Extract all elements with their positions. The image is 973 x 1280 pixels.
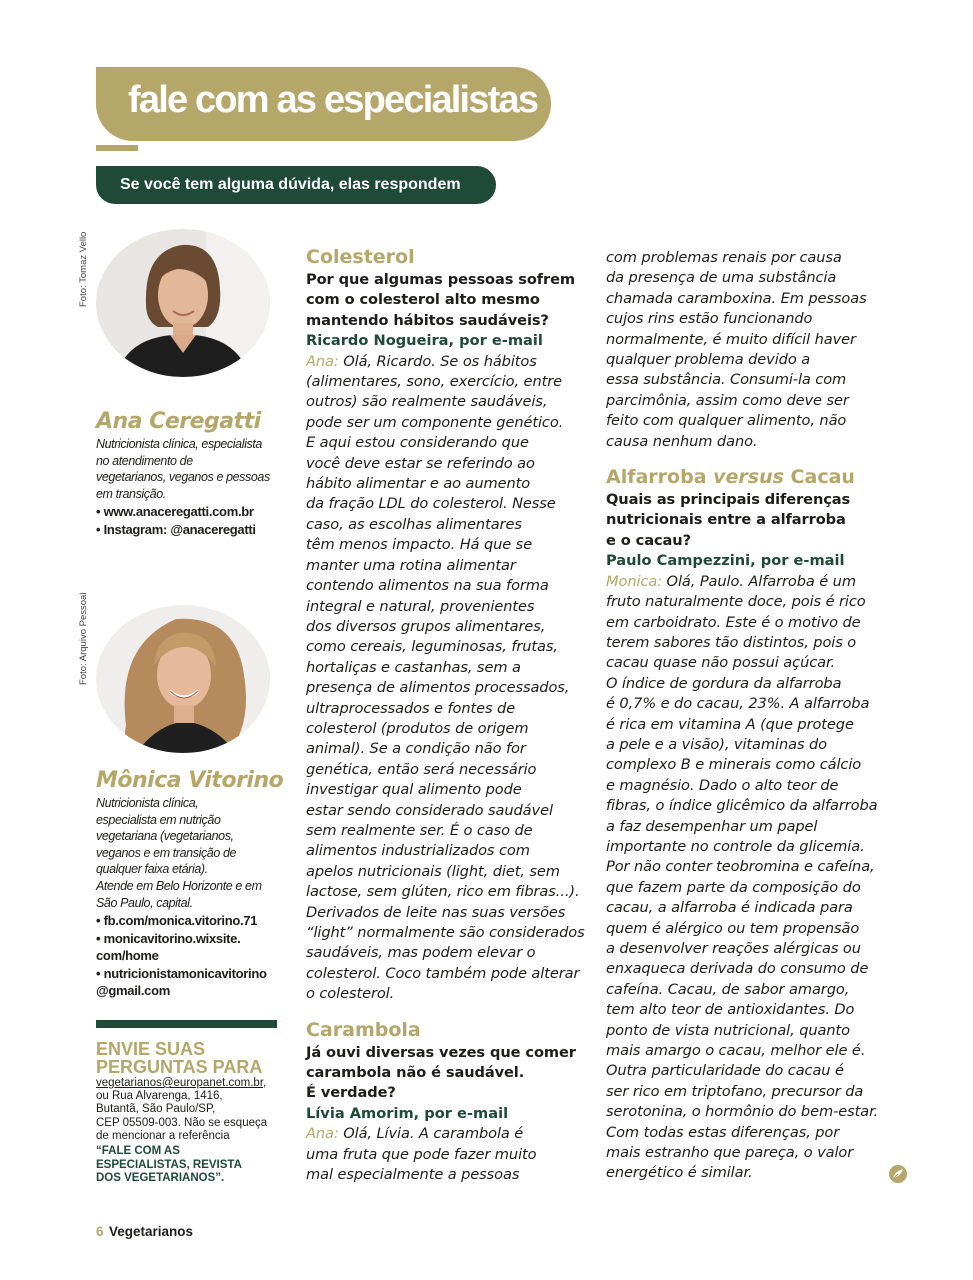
- photo-credit-ana: Foto: Tomaz Vello: [78, 231, 89, 307]
- answer-line: a faz desempenhar um papel: [606, 817, 818, 835]
- answer-line: como cereais, leguminosas, frutas,: [306, 638, 558, 656]
- answer-line: (alimentares, sono, exercício, entre: [306, 373, 562, 391]
- answer-line: E aqui estou considerando que: [306, 434, 529, 452]
- answer-line: sem realmente ser. É o caso de: [306, 821, 533, 839]
- responder-label: Ana:: [306, 1125, 339, 1143]
- bio-line: Nutricionista clínica,: [96, 796, 199, 810]
- answer-line: é rica em vitamina A (que protege: [606, 715, 854, 733]
- section-gap: [306, 1005, 586, 1017]
- page-subtitle: Se você tem alguma dúvida, elas respondem: [120, 176, 461, 193]
- send-questions-reference: [96, 1145, 282, 1186]
- answer-line: apelos nutricionais (light, diet, sem: [306, 862, 560, 880]
- question-line: com o colesterol alto mesmo: [306, 291, 540, 309]
- title-line: ENVIE SUAS: [96, 1039, 206, 1059]
- header-accent-bar: [96, 145, 138, 151]
- leaf-check-icon: [889, 1165, 907, 1183]
- answer-line: colesterol. Coco também pode alterar: [306, 964, 580, 982]
- specialist-links-monica: [96, 912, 282, 1000]
- answer-line: normalmente, é muito difícil haver: [606, 330, 856, 348]
- answer-line: ser rico em triptofano, precursor da: [606, 1082, 864, 1100]
- magazine-name: Vegetarianos: [109, 1224, 194, 1239]
- answer-line: [306, 1124, 586, 1144]
- bio-line: em transição.: [96, 486, 166, 501]
- answer-line: Por não conter teobromina e cafeína,: [606, 858, 875, 876]
- title-line: PERGUNTAS PARA: [96, 1057, 263, 1077]
- answer-line: fibras, o índice glicêmico da alfarroba: [606, 797, 878, 815]
- website-link[interactable]: com/home: [96, 948, 159, 963]
- answer-line: causa nenhum dano.: [606, 432, 758, 450]
- asker-carambola: Lívia Amorim, por e-mail: [306, 1104, 509, 1122]
- answer-line: parcimônia, assim como deve ser: [606, 391, 849, 409]
- answer-alfarroba: [606, 572, 886, 1184]
- answer-line: têm menos impacto. Há que se: [306, 536, 533, 554]
- send-questions-address: [96, 1077, 282, 1143]
- bio-line: veganos e em transição de: [96, 845, 237, 860]
- answer-line: tem alto teor de antioxidantes. Do: [606, 1001, 855, 1019]
- answer-line: cujos rins estão funcionando: [606, 310, 813, 328]
- question-colesterol: [306, 270, 586, 331]
- responder-label: Monica:: [606, 572, 663, 590]
- reference-line: “FALE COM AS: [96, 1145, 180, 1157]
- answer-line: a pele e a visão), vitaminas do: [606, 735, 827, 753]
- answer-line: presença de alimentos processados,: [306, 679, 570, 697]
- question-line: Quais as principais diferenças: [606, 491, 851, 509]
- specialist-bio-ana: [96, 436, 282, 502]
- answer-line: [306, 352, 586, 372]
- answer-line: estar sendo considerado saudável: [306, 801, 553, 819]
- bio-line: vegetariana (vegetarianos,: [96, 829, 234, 844]
- send-questions-title: [96, 1040, 286, 1076]
- page-title: fale com as especialistas: [128, 79, 538, 121]
- answer-colesterol: [306, 352, 586, 1005]
- question-line: Por que algumas pessoas sofrem: [306, 271, 576, 288]
- email-link[interactable]: • nutricionistamonicavitorino: [96, 965, 267, 981]
- responder-label: Ana:: [306, 352, 339, 370]
- bio-line: qualquer faixa etária).: [96, 862, 208, 877]
- answer-line: cacau, a alfarroba é indicada para: [606, 899, 853, 917]
- address-comma: ,: [263, 1077, 267, 1089]
- website-link[interactable]: • monicavitorino.wixsite.: [96, 930, 241, 946]
- answer-line: mal especialmente a pessoas: [306, 1166, 520, 1184]
- article-column-1: [306, 244, 586, 1185]
- answer-line: animal). Se a condição não for: [306, 740, 526, 758]
- answer-line: Outra particularidade do cacau é: [606, 1062, 844, 1080]
- answer-line: cafeína. Cacau, de sabor amargo,: [606, 980, 850, 998]
- answer-line: com problemas renais por causa: [606, 249, 842, 266]
- contact-email-link[interactable]: vegetarianos@europanet.com.br: [96, 1077, 264, 1089]
- answer-line: da presença de uma substância: [606, 269, 837, 287]
- answer-line: quem é alérgico ou tem propensão: [606, 919, 860, 937]
- answer-line: você deve estar se referindo ao: [306, 454, 535, 472]
- answer-line: integral e natural, provenientes: [306, 597, 535, 615]
- asker-colesterol: Ricardo Nogueira, por e-mail: [306, 332, 543, 350]
- portrait-image: [96, 229, 270, 377]
- address-line: ou Rua Alvarenga, 1416,: [96, 1090, 223, 1103]
- specialist-name-ana: Ana Ceregatti: [96, 409, 261, 434]
- reference-line: ESPECIALISTAS, REVISTA: [96, 1158, 242, 1171]
- specialist-name-monica: Mônica Vitorino: [96, 768, 284, 793]
- bio-line: especialista em nutrição: [96, 812, 221, 827]
- question-line: Já ouvi diversas vezes que comer: [306, 1043, 576, 1061]
- answer-line: mais amargo o cacau, melhor ele é.: [606, 1042, 866, 1060]
- answer-line: complexo B e minerais como cálcio: [606, 756, 862, 774]
- answer-line: lactose, sem glúten, rico em fibras...).: [306, 883, 580, 901]
- answer-line: dos diversos grupos alimentares,: [306, 617, 546, 635]
- title-part: Cacau: [783, 466, 855, 489]
- portrait-image: [96, 605, 270, 753]
- asker-alfarroba: Paulo Campezzini, por e-mail: [606, 552, 845, 570]
- answer-line: que fazem parte da composição do: [606, 878, 861, 896]
- bio-line: São Paulo, capital.: [96, 895, 193, 910]
- email-link[interactable]: @gmail.com: [96, 983, 170, 998]
- section-title-colesterol: Colesterol: [306, 246, 415, 268]
- sidebar-divider: [96, 1020, 277, 1028]
- title-part: Alfarroba: [606, 466, 714, 489]
- section-gap: [606, 452, 886, 464]
- question-line: mantendo hábitos saudáveis?: [306, 311, 549, 329]
- answer-line: o colesterol.: [306, 985, 395, 1003]
- answer-line: cacau quase não possui açúcar.: [606, 654, 836, 672]
- answer-line: alimentos industrializados com: [306, 842, 530, 860]
- answer-line: enxaqueca derivada do consumo de: [606, 960, 869, 978]
- answer-line: terem sabores tão distintos, pois o: [606, 633, 857, 651]
- answer-line: colesterol (produtos de origem: [306, 719, 529, 737]
- facebook-link[interactable]: • fb.com/monica.vitorino.71: [96, 913, 258, 928]
- address-line: [96, 1077, 282, 1090]
- answer-line: caso, as escolhas alimentares: [306, 515, 522, 533]
- section-title-alfarroba: [606, 464, 886, 490]
- answer-text: Olá, Lívia. A carambola é: [338, 1125, 524, 1143]
- answer-line: genética, então será necessário: [306, 760, 537, 778]
- instagram-link[interactable]: • Instagram: @anaceregatti: [96, 521, 256, 537]
- article-end-icon: [889, 1165, 907, 1183]
- bio-line: Atende em Belo Horizonte e em: [96, 878, 262, 893]
- question-alfarroba: [606, 490, 886, 551]
- answer-line: Com todas estas diferenças, por: [606, 1123, 840, 1141]
- question-line: É verdade?: [306, 1084, 396, 1102]
- address-line: de mencionar a referência: [96, 1129, 230, 1142]
- answer-line: hábito alimentar e ao aumento: [306, 475, 531, 493]
- bio-line: no atendimento de: [96, 453, 193, 468]
- photo-credit-monica: Foto: Arquivo Pessoal: [78, 592, 89, 685]
- bio-line: vegetarianos, veganos e pessoas: [96, 470, 270, 485]
- reference-line: DOS VEGETARIANOS”.: [96, 1172, 225, 1184]
- answer-line: saudáveis, mas podem elevar o: [306, 944, 536, 962]
- question-line: nutricionais entre a alfarroba: [606, 511, 846, 529]
- monica-vitorino-portrait: [96, 605, 270, 753]
- answer-line: O índice de gordura da alfarroba: [606, 674, 842, 692]
- specialist-bio-monica: [96, 795, 282, 911]
- section-title-carambola: Carambola: [306, 1018, 421, 1041]
- answer-line: ultraprocessados e fontes de: [306, 699, 516, 717]
- answer-line: energético é similar.: [606, 1164, 753, 1182]
- answer-line: importante no controle da glicemia.: [606, 837, 865, 855]
- answer-text: Olá, Paulo. Alfarroba é um: [662, 572, 856, 590]
- address-line: CEP 05509-003. Não se esqueça: [96, 1116, 268, 1129]
- answer-text: Olá, Ricardo. Se os hábitos: [338, 352, 537, 370]
- page-number: 6: [96, 1224, 104, 1239]
- question-carambola: [306, 1043, 586, 1104]
- answer-line: outros) são realmente saudáveis,: [306, 393, 548, 411]
- answer-line: ponto de vista nutricional, quanto: [606, 1021, 850, 1039]
- answer-line: manter uma rotina alimentar: [306, 556, 516, 574]
- ana-ceregatti-portrait: [96, 229, 270, 377]
- answer-line: qualquer problema devido a: [606, 351, 811, 369]
- answer-line: chamada caramboxina. Em pessoas: [606, 289, 867, 307]
- article-column-2: [606, 248, 886, 1184]
- answer-line: é 0,7% e do cacau, 23%. A alfarroba: [606, 695, 870, 713]
- answer-line: [606, 572, 886, 592]
- specialist-links-ana: [96, 503, 282, 538]
- website-link[interactable]: • www.anaceregatti.com.br: [96, 504, 254, 519]
- question-line: carambola não é saudável.: [306, 1064, 525, 1082]
- answer-line: serotonina, o hormônio do bem-estar.: [606, 1103, 879, 1121]
- answer-line: “light” normalmente são considerados: [306, 924, 585, 941]
- answer-carambola-part-2: [606, 248, 886, 452]
- answer-line: uma fruta que pode fazer muito: [306, 1145, 537, 1163]
- answer-line: Derivados de leite nas suas versões: [306, 903, 566, 921]
- question-line: e o cacau?: [606, 531, 691, 549]
- answer-line: fruto naturalmente doce, pois é rico: [606, 593, 866, 611]
- answer-line: da fração LDL do colesterol. Nesse: [306, 495, 556, 513]
- answer-line: feito com qualquer alimento, não: [606, 412, 847, 430]
- bio-line: Nutricionista clínica, especialista: [96, 437, 262, 451]
- answer-line: investigar qual alimento pode: [306, 781, 522, 799]
- answer-line: e magnésio. Dado o alto teor de: [606, 776, 839, 794]
- answer-carambola-part-1: [306, 1124, 586, 1185]
- answer-line: hortaliças e castanhas, sem a: [306, 658, 521, 676]
- title-part-versus: versus: [713, 466, 784, 489]
- answer-line: contendo alimentos na sua forma: [306, 577, 549, 595]
- answer-line: essa substância. Consumi-la com: [606, 371, 847, 389]
- answer-line: mais estranho que pareça, o valor: [606, 1144, 854, 1162]
- answer-line: a desenvolver reações alérgicas ou: [606, 940, 861, 957]
- answer-line: pode ser um componente genético.: [306, 413, 564, 431]
- answer-line: em carboidrato. Este é o motivo de: [606, 613, 861, 631]
- address-line: Butantã, São Paulo/SP,: [96, 1103, 216, 1116]
